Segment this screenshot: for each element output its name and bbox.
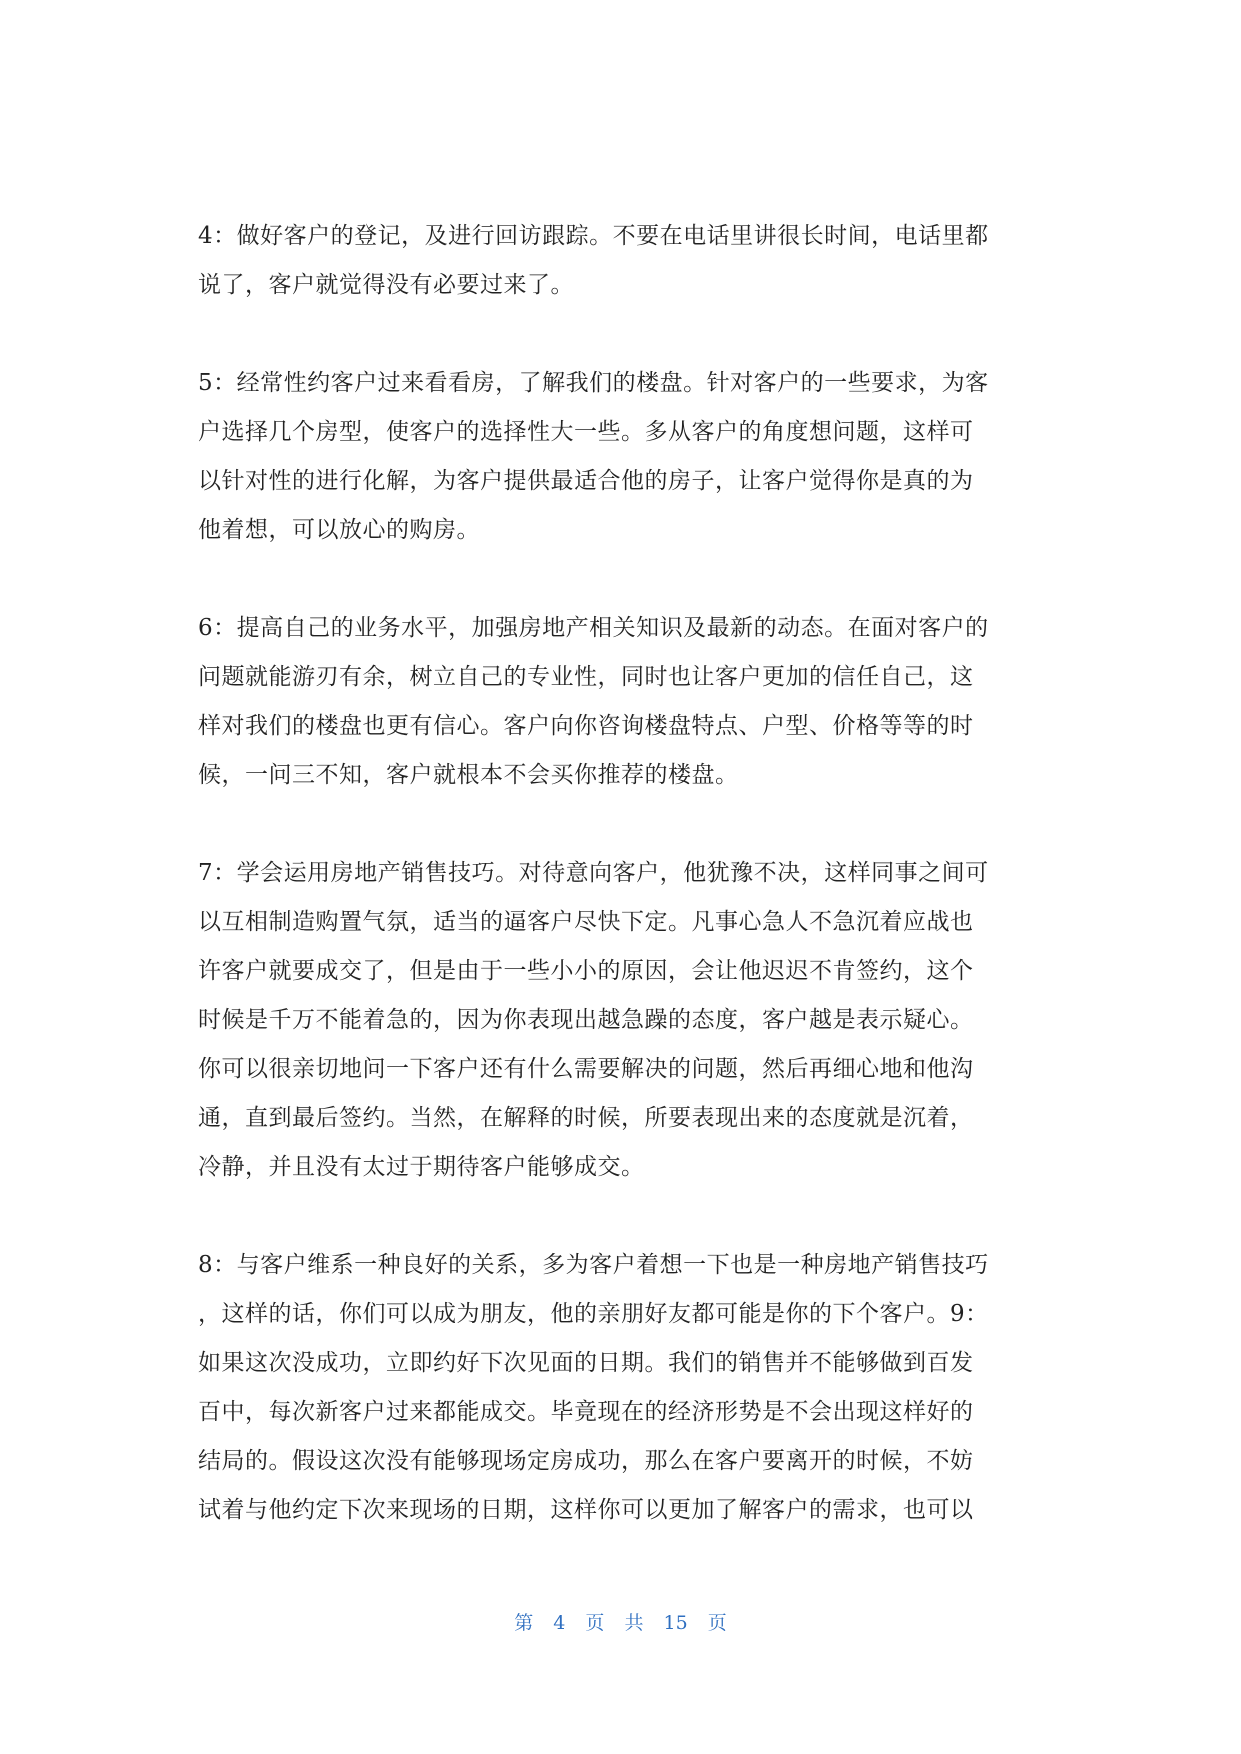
text-line: 通，直到最后签约。当然，在解释的时候，所要表现出来的态度就是沉着， (198, 1105, 974, 1131)
text-line: 候，一问三不知，客户就根本不会买你推荐的楼盘。 (198, 762, 739, 788)
page-number-footer: 第 4 页 共 15 页 (514, 1612, 727, 1634)
text-line: 6：提高自己的业务水平，加强房地产相关知识及最新的动态。在面对客户的 (198, 615, 989, 641)
text-line: 5：经常性约客户过来看看房，了解我们的楼盘。针对客户的一些要求，为客 (198, 370, 989, 396)
text-line: 百中，每次新客户过来都能成交。毕竟现在的经济形势是不会出现这样好的 (198, 1399, 974, 1425)
paragraph-8 (198, 1241, 1044, 1535)
text-line: 户选择几个房型，使客户的选择性大一些。多从客户的角度想问题，这样可 (198, 419, 974, 445)
text-line: 问题就能游刃有余，树立自己的专业性，同时也让客户更加的信任自己，这 (198, 664, 974, 690)
text-line: 你可以很亲切地问一下客户还有什么需要解决的问题，然后再细心地和他沟 (198, 1056, 974, 1082)
paragraph-4 (198, 212, 1044, 310)
text-line: ，这样的话，你们可以成为朋友，他的亲朋好友都可能是你的下个客户。9： (198, 1301, 989, 1327)
text-line: 4：做好客户的登记，及进行回访跟踪。不要在电话里讲很长时间，电话里都 (198, 223, 989, 249)
text-line: 样对我们的楼盘也更有信心。客户向你咨询楼盘特点、户型、价格等等的时 (198, 713, 974, 739)
text-line: 试着与他约定下次来现场的日期，这样你可以更加了解客户的需求，也可以 (198, 1497, 974, 1523)
text-line: 说了，客户就觉得没有必要过来了。 (198, 272, 574, 298)
text-line: 结局的。假设这次没有能够现场定房成功，那么在客户要离开的时候，不妨 (198, 1448, 974, 1474)
text-line: 如果这次没成功，立即约好下次见面的日期。我们的销售并不能够做到百发 (198, 1350, 974, 1376)
text-line: 7：学会运用房地产销售技巧。对待意向客户，他犹豫不决，这样同事之间可 (198, 860, 989, 886)
text-line: 以互相制造购置气氛，适当的逼客户尽快下定。凡事心急人不急沉着应战也 (198, 909, 974, 935)
paragraph-6 (198, 604, 1044, 800)
text-line: 8：与客户维系一种良好的关系，多为客户着想一下也是一种房地产销售技巧 (198, 1252, 989, 1278)
text-line: 他着想，可以放心的购房。 (198, 517, 480, 543)
text-line: 以针对性的进行化解，为客户提供最适合他的房子，让客户觉得你是真的为 (198, 468, 974, 494)
text-line: 许客户就要成交了，但是由于一些小小的原因，会让他迟迟不肯签约，这个 (198, 958, 974, 984)
paragraph-7 (198, 849, 1044, 1192)
document-body (198, 212, 1044, 1584)
text-line: 冷静，并且没有太过于期待客户能够成交。 (198, 1154, 645, 1180)
paragraph-5 (198, 359, 1044, 555)
text-line: 时候是千万不能着急的，因为你表现出越急躁的态度，客户越是表示疑心。 (198, 1007, 974, 1033)
